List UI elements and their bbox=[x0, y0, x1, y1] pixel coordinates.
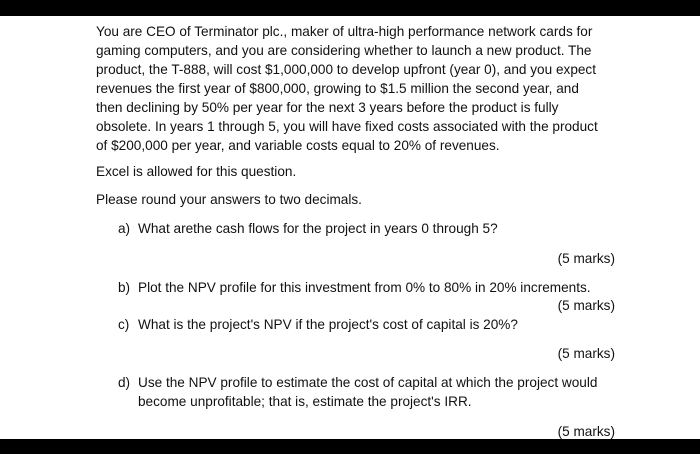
question-text: What arethe cash flows for the project in years 0 through 5? bbox=[138, 221, 498, 236]
question-label: d) bbox=[118, 375, 131, 390]
question-text: become unprofitable; that is, estimate the project's IRR. bbox=[138, 394, 472, 409]
question-label: a) bbox=[118, 221, 131, 236]
intro-line: obsolete. In years 1 through 5, you will have fixed costs associated with the product bbox=[96, 119, 598, 134]
marks-label: (5 marks) bbox=[557, 346, 615, 361]
intro-line: then declining by 50% per year for the next 3 years before the product is fully bbox=[96, 100, 559, 115]
rounding-note: Please round your answers to two decimals. bbox=[96, 192, 362, 207]
question-label: c) bbox=[118, 317, 130, 332]
intro-line: You are CEO of Terminator plc., maker of ultra-high performance network cards for bbox=[96, 24, 593, 39]
intro-line: of $200,000 per year, and variable costs equal to 20% of revenues. bbox=[96, 138, 500, 153]
bottom-black-border bbox=[0, 439, 700, 454]
intro-line: product, the T-888, will cost $1,000,000 to develop upfront (year 0), and you expect bbox=[96, 62, 597, 77]
question-text: Use the NPV profile to estimate the cost of capital at which the project would bbox=[138, 375, 598, 390]
top-black-border bbox=[0, 0, 700, 16]
question-label: b) bbox=[118, 280, 131, 295]
intro-line: gaming computers, and you are considering whether to launch a new product. The bbox=[96, 43, 592, 58]
question-document bbox=[0, 16, 700, 439]
marks-label: (5 marks) bbox=[557, 298, 615, 313]
excel-note: Excel is allowed for this question. bbox=[96, 164, 297, 179]
marks-label: (5 marks) bbox=[557, 251, 615, 266]
question-text: What is the project's NPV if the project's cost of capital is 20%? bbox=[138, 317, 518, 332]
intro-line: revenues the first year of $800,000, growing to $1.5 million the second year, and bbox=[96, 81, 579, 96]
marks-label: (5 marks) bbox=[557, 424, 615, 439]
question-text: Plot the NPV profile for this investment from 0% to 80% in 20% increments. bbox=[138, 280, 591, 295]
